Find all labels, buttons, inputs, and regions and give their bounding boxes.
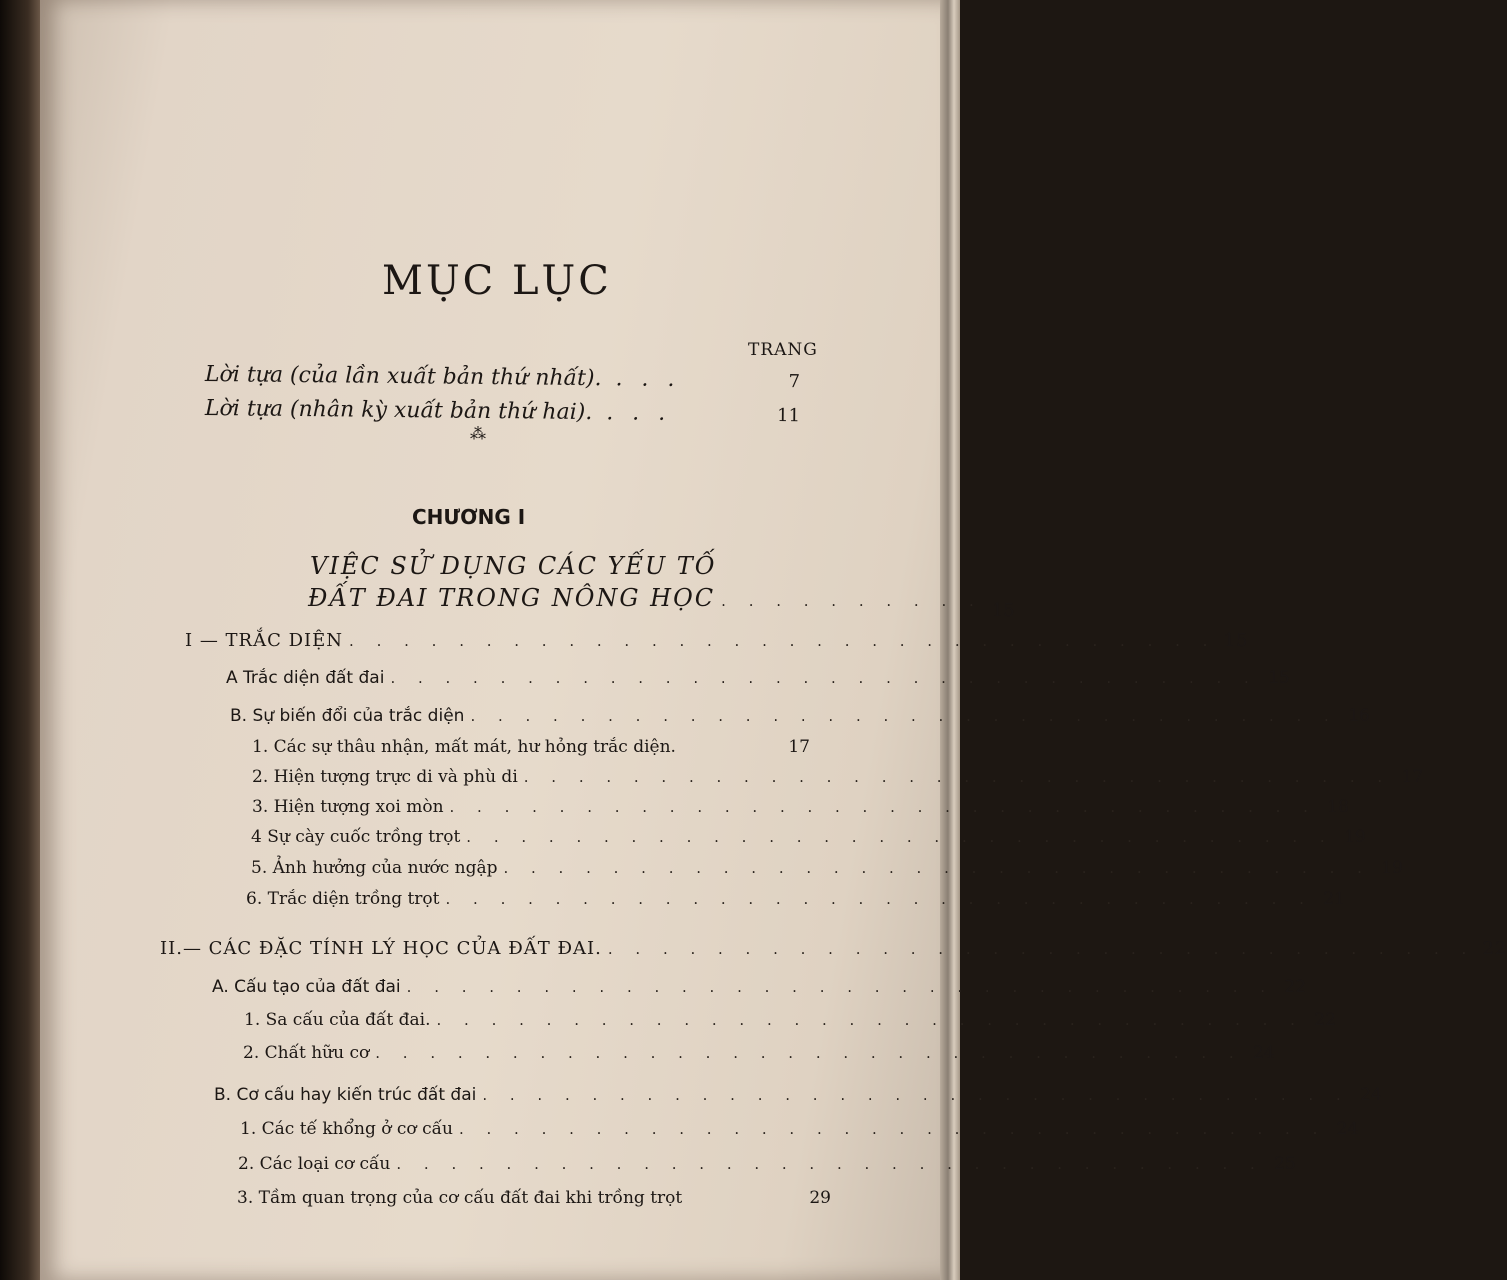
chapter-label: CHƯƠNG I bbox=[412, 505, 526, 529]
toc-entry bbox=[212, 977, 1307, 997]
leader-dots: . . . . . . . . . . . . . . . . . . . . . . . . . . . . . . . . bbox=[349, 632, 1217, 650]
leader-dots: . . . . . . . . . . . . . . . . . . . . . . . . . . . . . . . . bbox=[449, 798, 1317, 816]
ornament-asterism: ⁂ bbox=[470, 424, 488, 443]
toc-entry-label: 6. Trắc diện trồng trọt bbox=[246, 889, 440, 909]
toc-entry bbox=[244, 1010, 1336, 1030]
toc-entry bbox=[238, 1154, 1296, 1174]
toc-entry-page: 22 bbox=[1314, 1010, 1336, 1030]
toc-entry-label: I — TRẮC DIỆN bbox=[185, 630, 344, 651]
leader-dots: . . . . . . . . . . . . . . . . . . . . . . . . . . . . . . . . bbox=[466, 828, 1334, 846]
chapter-title-page: 15 bbox=[991, 600, 1015, 621]
leader-dots: . . . . . . . . . . . . . . . . . . . . . . . . . . . . . . . . bbox=[470, 707, 1338, 725]
leader-dots: . . . . . . . . . . . . . . . . . . . . . . . . . . . . . . . . bbox=[482, 1086, 1350, 1104]
toc-entry-page: 22 bbox=[1284, 977, 1307, 997]
leader-dots: . . . . . . . . . . . . . . . . . . . . . . . . . . . . . . . . bbox=[436, 1011, 1304, 1029]
toc-entry-label: 2. Các loại cơ cấu bbox=[238, 1154, 391, 1174]
chapter-title-row bbox=[308, 584, 1015, 621]
toc-entry bbox=[251, 827, 1366, 847]
leader-dots: . . . . . . . . . . . . . . . . . . . . . . . . . . . . . . . . bbox=[390, 669, 1258, 687]
toc-entry-label: 2. Hiện tượng trực di và phù di bbox=[252, 767, 518, 787]
toc-entry-label: 1. Các sự thâu nhận, mất mát, hư hỏng trắc diện. bbox=[252, 737, 676, 757]
leader-dots: . . . . . . . . . . . . . . . . . . . . . . . . . . . . . . . . bbox=[458, 1120, 1327, 1138]
toc-entry bbox=[252, 767, 1424, 787]
toc-entry-page: 15 bbox=[1223, 630, 1249, 651]
toc-preface-page: 7 bbox=[788, 371, 801, 393]
toc-entry bbox=[230, 706, 1370, 726]
toc-entry-label: 1. Các tế khổng ở cơ cấu bbox=[240, 1119, 453, 1139]
toc-entry-page: 21 bbox=[1323, 889, 1345, 909]
toc-entry-label: II.— CÁC ĐẶC TÍNH LÝ HỌC CỦA ĐẤT ĐAI. bbox=[160, 938, 602, 959]
toc-entry-page: 22 bbox=[1482, 938, 1507, 959]
toc-entry-label: B. Cơ cấu hay kiến trúc đất đai bbox=[214, 1085, 477, 1105]
toc-entry-label: A. Cấu tạo của đất đai bbox=[212, 977, 401, 997]
page-column-label: TRANG bbox=[748, 340, 818, 360]
chapter-title-line1: VIỆC SỬ DỤNG CÁC YẾU TỐ bbox=[310, 552, 717, 580]
leader-dots: . . . . . . . . . . bbox=[721, 592, 983, 610]
leader-dots: . . . . . . . . . . . . . . . . . . . . . . . . . . . . . . . . bbox=[607, 940, 1476, 958]
leader-dots: . . . bbox=[615, 366, 681, 392]
toc-entry-page: 19 bbox=[1344, 827, 1366, 847]
leader-dots: . . . . . . . . . . . . . . . . . . . . . . . . . . . . . . . . bbox=[396, 1155, 1264, 1173]
toc-entry bbox=[251, 858, 1403, 878]
toc-entry bbox=[214, 1085, 1382, 1105]
leader-dots: . . . . . . . . . . . . . . . . . . . . . . . . . . . . . . . . bbox=[445, 890, 1313, 908]
toc-entry-label: 4 Sự cày cuốc trồng trọt bbox=[251, 827, 461, 847]
toc-entry bbox=[246, 889, 1345, 909]
toc-entry-label: A Trắc diện đất đai bbox=[226, 668, 385, 688]
page-title: MỤC LỤC bbox=[382, 258, 612, 304]
toc-entry bbox=[252, 737, 810, 757]
toc-entry-label: 2. Chất hữu cơ bbox=[243, 1043, 370, 1063]
toc-entry-page: 17 bbox=[1401, 767, 1424, 787]
toc-entry-page: 24 bbox=[1336, 1119, 1359, 1139]
toc-entry bbox=[226, 668, 1290, 688]
leader-dots: . . . . . . . . . . . . . . . . . . . . . . . . . . . . . . . . bbox=[523, 768, 1392, 786]
leader-dots: . . . . . . . . . . . . . . . . . . . . . . . . . . . . . . . . bbox=[375, 1044, 1243, 1062]
toc-entry-page: 24 bbox=[1360, 1085, 1382, 1105]
toc-preface-label: Lời tựa (nhân kỳ xuất bản thứ hai). bbox=[204, 396, 593, 426]
toc-entry-page: 19 bbox=[1381, 858, 1403, 878]
toc-entry bbox=[237, 1188, 831, 1208]
toc-preface-page: 11 bbox=[776, 404, 801, 427]
toc-entry-page: 24 bbox=[1253, 1043, 1275, 1063]
toc-entry-label: 1. Sa cấu của đất đai. bbox=[244, 1010, 431, 1030]
toc-preface-label: Lời tựa (của lần xuất bản thứ nhất). bbox=[204, 362, 602, 392]
toc-entry-page: 18 bbox=[1327, 797, 1349, 817]
toc-entry-label: 5. Ảnh hưởng của nước ngập bbox=[251, 858, 498, 878]
book-spine-shadow bbox=[0, 0, 40, 1280]
toc-entry bbox=[252, 797, 1349, 817]
toc-entry bbox=[185, 630, 1249, 651]
toc-entry bbox=[243, 1043, 1275, 1063]
toc-entry-page: 15 bbox=[1268, 668, 1290, 688]
toc-entry-label: 3. Tầm quan trọng của cơ cấu đất đai khi trồng trọt bbox=[237, 1188, 683, 1208]
toc-entry bbox=[160, 938, 1507, 959]
toc-entry-label: B. Sự biến đổi của trắc diện bbox=[230, 706, 465, 726]
leader-dots: . . . . . . . . . . . . . . . . . . . . . . . . . . . . . . . . bbox=[503, 859, 1371, 877]
toc-entry-label: 3. Hiện tượng xoi mòn bbox=[252, 797, 444, 817]
toc-entry-page: 25 bbox=[1274, 1154, 1296, 1174]
leader-dots: . . . bbox=[606, 400, 672, 426]
chapter-title-line2: ĐẤT ĐAI TRONG NÔNG HỌC bbox=[308, 584, 716, 612]
toc-entry-page: 16 bbox=[1348, 706, 1370, 726]
leader-dots: . . . . . . . . . . . . . . . . . . . . . . . . . . . . . . . . bbox=[406, 978, 1275, 996]
toc-entry bbox=[240, 1119, 1359, 1139]
toc-entry-page: 29 bbox=[809, 1188, 831, 1208]
toc-entry-page: 17 bbox=[788, 737, 810, 757]
